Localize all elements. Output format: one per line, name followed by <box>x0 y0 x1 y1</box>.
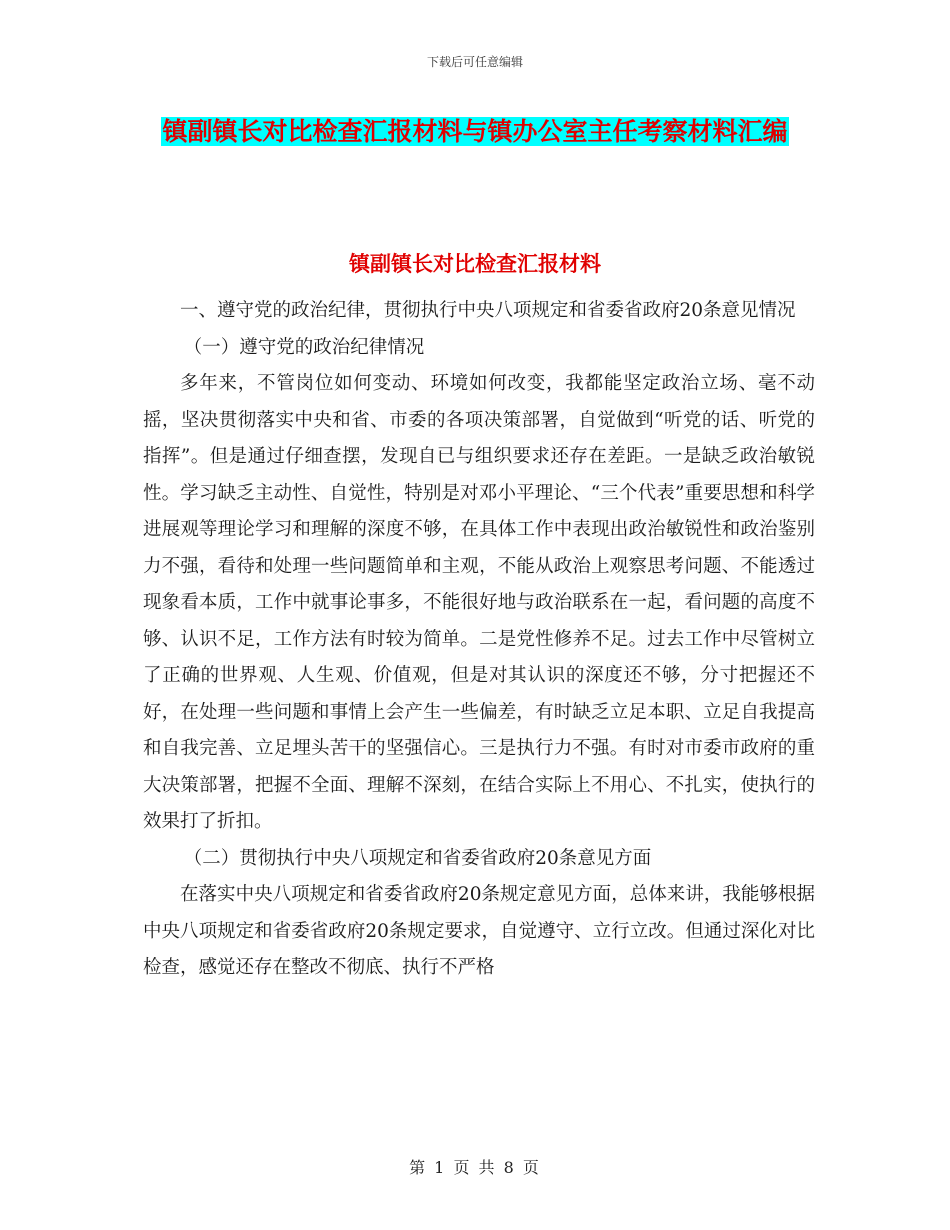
main-title-text: 镇副镇长对比检查汇报材料与镇办公室主任考察材料汇编 <box>162 117 788 146</box>
document-main-title <box>130 108 820 155</box>
section-title: 镇副镇长对比检查汇报材料 <box>349 252 601 276</box>
page-number: 第 1 页 共 8 页 <box>409 1158 541 1177</box>
document-body <box>143 293 815 987</box>
paragraph: 在落实中央八项规定和省委省政府20条规定意见方面，总体来讲，我能够根据中央八项规定和省委省政府20条规定要求，自觉遵守、立行立改。但通过深化对比检查，感觉还存在整改不彻底、执行不严格 <box>143 884 815 978</box>
paragraph: 多年来，不管岗位如何变动、环境如何改变，我都能坚定政治立场、毫不动摇，坚决贯彻落实中央和省、市委的各项决策部署，自觉做到“听党的话、听党的指挥”。但是通过仔细查摆，发现自已与组织要求还存在差距。一是缺乏政治敏锐性。学习缺乏主动性、自觉性，特别是对邓小平理论、“三个代表”重要思想和科学进展观等理论学习和理解的深度不够，在具体工作中表现出政治敏锐性和政治鉴别力不强，看待和处理一些问题简单和主观，不能从政治上观察思考问题、不能透过现象看本质，工作中就事论事多，不能很好地与政治联系在一起，看问题的高度不够、认识不足，工作方法有时较为简单。二是党性修养不足。过去工作中尽管树立了正确的世界观、人生观、价值观，但是对其认识的深度还不够，分寸把握还不好，在处理一些问题和事情上会产生一些偏差，有时缺乏立足本职、立足自我提高和自我完善、立足埋头苦干的坚强信心。三是执行力不强。有时对市委市政府的重大决策部署，把握不全面、理解不深刻，在结合实际上不用心、不扎实，使执行的效果打了折扣。 <box>143 373 815 832</box>
paragraph: （二）贯彻执行中央八项规定和省委省政府20条意见方面 <box>183 847 652 869</box>
paragraph: （一）遵守党的政治纪律情况 <box>183 336 425 358</box>
header-note: 下载后可任意编辑 <box>426 55 523 69</box>
paragraph: 一、遵守党的政治纪律，贯彻执行中央八项规定和省委省政府20条意见情况 <box>180 300 796 321</box>
